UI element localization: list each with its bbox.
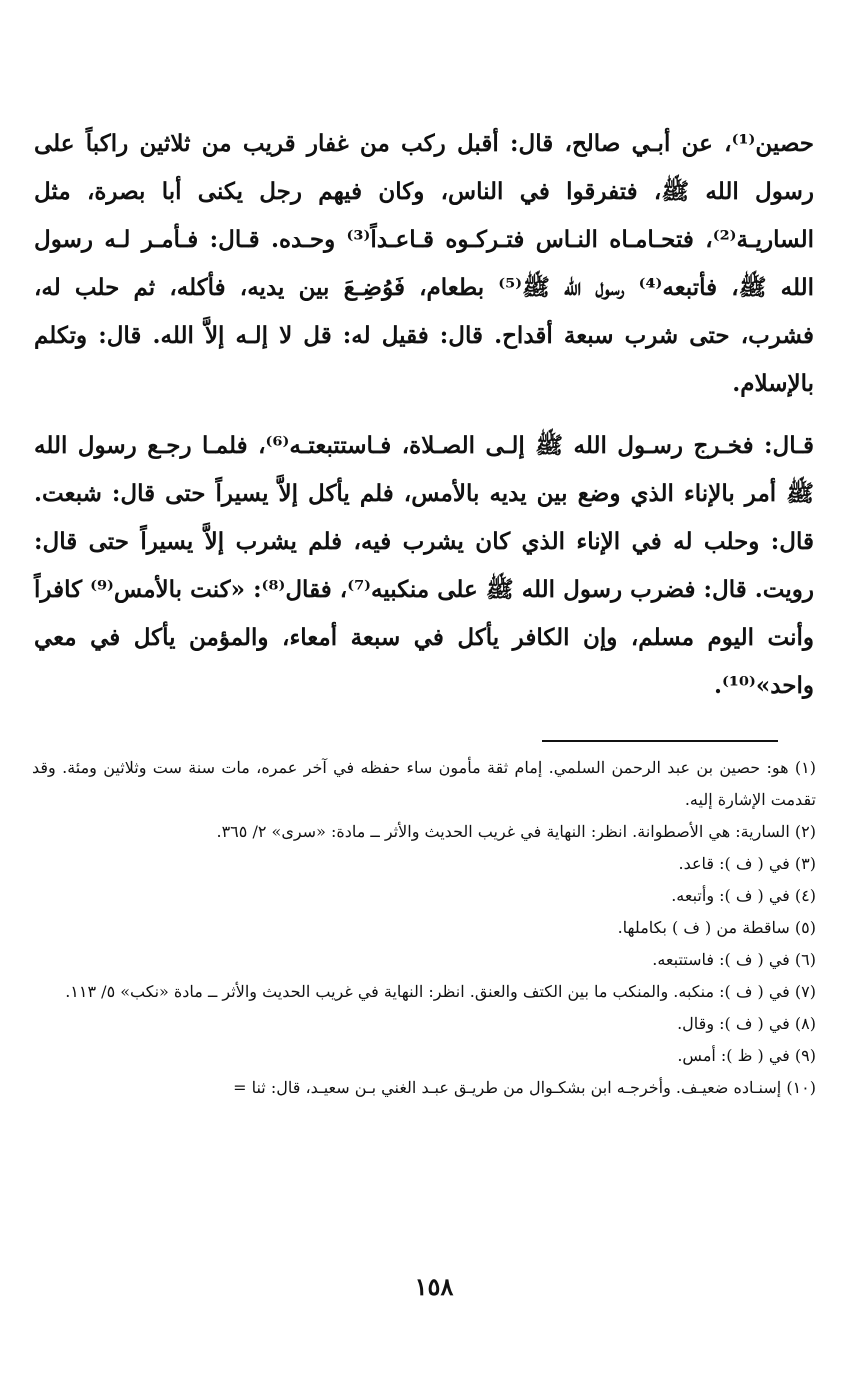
footnote-1: (١) هو: حصين بن عبد الرحمن السلمي. إمام ثقة مأمون ساء حفظه في آخر عمره، مات سنة ست وثلاثين ومئة. وقد تقدمت الإشارة إليه. (32, 758, 817, 809)
footnote-separator (542, 740, 778, 742)
footnote-9: (٩) في ( ظ ): أمس. (677, 1046, 816, 1065)
body-paragraph-2: قـال: فخـرج رسـول الله ﷺ إلـى الصـلاة، فـاستتبعتـه⁽⁶⁾، فلمـا رجـع رسول الله ﷺ أمر بالإناء الذي وضع بين يديه بالأمس، فلم يأكل إلاَّ يسيراً حتى قال: شبعت. قال: وحلب له في الإناء الذي كان يشرب فيه، فلم يشرب إلاَّ يسيراً حتى قال: رويت. قال: فضرب رسول الله ﷺ على منكبيه⁽⁷⁾، فقال⁽⁸⁾: «كنت بالأمس⁽⁹⁾ كافراً وأنت اليوم مسلم، وإن الكافر يأكل في سبعة أمعاء، والمؤمن يأكل في معي واحد»⁽¹⁰⁾. (34, 432, 815, 699)
body-paragraph-1: حصين⁽¹⁾، عن أبـي صالح، قال: أقبل ركب من غفار قريب من ثلاثين راكباً على رسول الله ﷺ، فتفرقوا في الناس، وكان فيهم رجل يكنى أبا بصرة، مثل الساريـة⁽²⁾، فتحـامـاه النـاس فتـركـوه قـاعـداً⁽³⁾ وحـده. قـال: فـأمـر لـه رسول الله ﷺ، فأتبعه⁽⁴⁾ رسول الله ﷺ⁽⁵⁾ بطعام، فَوُضِـعَ بين يديه، فأكله، ثم حلب له، فشرب، حتى شرب سبعة أقداح. قال: فقيل له: قل لا إلـه إلاَّ الله. قال: وتكلم بالإسلام. (34, 130, 815, 397)
footnotes (32, 752, 816, 1104)
footnote-8: (٨) في ( ف ): وقال. (677, 1014, 816, 1033)
footnote-6: (٦) في ( ف ): فاستتبعه. (652, 950, 816, 969)
main-text (34, 120, 814, 710)
footnote-7: (٧) في ( ف ): منكبه. والمنكب ما بين الكتف والعنق. انظر: النهاية في غريب الحديث والأثر ــ مادة «نكب» ٥/ ١١٣. (65, 982, 816, 1001)
footnote-10: (١٠) إسنـاده ضعيـف. وأخرجـه ابن بشكـوال من طريـق عبـد الغني بـن سعيـد، قال: ثنا = (233, 1078, 816, 1097)
footnote-2: (٢) السارية: هي الأصطوانة. انظر: النهاية في غريب الحديث والأثر ــ مادة: «سرى» ٢/ ٣٦٥. (216, 822, 816, 841)
page-number: ١٥٨ (414, 1272, 454, 1301)
footnote-3: (٣) في ( ف ): قاعد. (678, 854, 816, 873)
footnote-5: (٥) ساقطة من ( ف ) بكاملها. (617, 918, 816, 937)
footnote-4: (٤) في ( ف ): وأتبعه. (671, 886, 816, 905)
